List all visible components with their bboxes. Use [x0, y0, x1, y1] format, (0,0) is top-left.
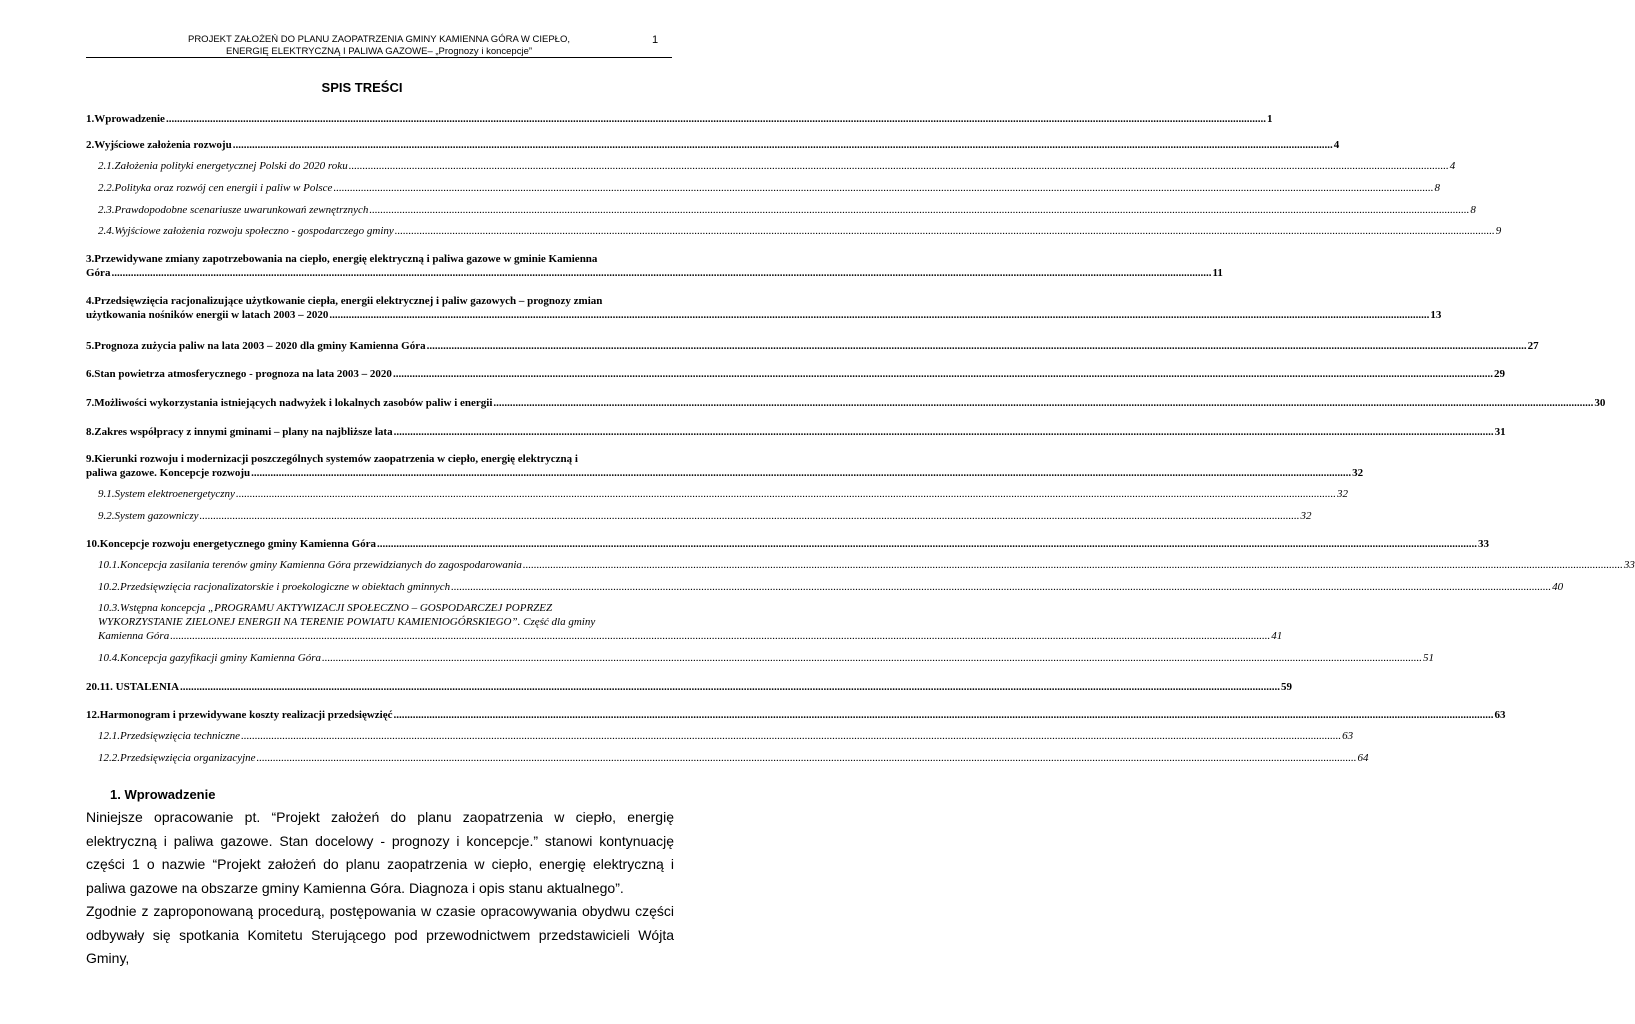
toc-entry-page: 41 [1271, 630, 1283, 642]
toc-leader: ................................................................................................................................................................................................................................................................................................................................................................................................................ [451, 581, 1552, 593]
page-number: 1 [652, 34, 659, 46]
toc-entry-page: 8 [1470, 204, 1476, 216]
toc-leader: ................................................................................................................................................................................................................................................................................................................................................................................................................ [393, 426, 1494, 438]
toc-title: SPIS TREŚCI [321, 80, 403, 95]
toc-entry-title: 10.2.Przedsięwzięcia racjonalizatorskie i proekologiczne w obiektach gminnych [98, 581, 451, 593]
toc-leader: ................................................................................................................................................................................................................................................................................................................................................................................................................ [493, 397, 1594, 409]
toc-leader: ................................................................................................................................................................................................................................................................................................................................................................................................................ [392, 368, 1493, 380]
toc-entry-title-line1: 4.Przedsięwzięcia racjonalizujące użytkowanie ciepła, energii elektrycznej i paliw gazowych – prognozy zmian [86, 295, 603, 307]
toc-entry-title-line1: 9.Kierunki rozwoju i modernizacji poszczególnych systemów zaopatrzenia w ciepło, energię elektryczną i [86, 453, 578, 465]
toc-entry-page: 29 [1493, 368, 1505, 380]
toc-entry-title: 2.Wyjściowe założenia rozwoju [86, 139, 232, 151]
toc-entry-title: 10.1.Koncepcja zasilania terenów gminy Kamienna Góra przewidzianych do zagospodarowania [98, 559, 522, 571]
paragraph: Zgodnie z zaproponowaną procedurą, postępowania w czasie opracowywania obydwu części odbywały się spotkania Komitetu Sterującego pod przewodnictwem przedstawicieli Wójta Gminy, [86, 903, 674, 966]
toc-leader: ................................................................................................................................................................................................................................................................................................................................................................................................................ [235, 488, 1336, 500]
toc-entry-page: 8 [1434, 182, 1440, 194]
toc-leader: ................................................................................................................................................................................................................................................................................................................................................................................................................ [394, 225, 1495, 237]
toc-entry-page: 63 [1342, 730, 1354, 742]
toc-entry[interactable] [86, 339, 1539, 353]
toc-entry-title: 12.Harmonogram i przewidywane koszty realizacji przedsięwzięć [86, 709, 393, 721]
toc-entry[interactable] [86, 138, 1340, 152]
toc-entry-page: 32 [1352, 467, 1364, 479]
toc-leader: ................................................................................................................................................................................................................................................................................................................................................................................................................ [426, 340, 1527, 352]
toc-entry-title-line1: 3.Przewidywane zmiany zapotrzebowania na ciepło, energię elektryczną i paliwa gazowe w gminie Kamienna [86, 253, 598, 265]
section-body [86, 806, 674, 971]
toc-entry-page: 64 [1357, 752, 1369, 764]
toc-leader: ................................................................................................................................................................................................................................................................................................................................................................................................................ [251, 467, 1352, 479]
toc-entry-title: 1.Wprowadzenie [86, 113, 165, 125]
toc-entry-page: 31 [1494, 426, 1506, 438]
toc-subentry[interactable] [98, 224, 1502, 238]
toc-leader: ................................................................................................................................................................................................................................................................................................................................................................................................................ [256, 752, 1357, 764]
toc-entry-title-line2: użytkowania nośników energii w latach 2003 – 2020 [86, 309, 329, 321]
toc-entry-page: 51 [1423, 652, 1435, 664]
toc-entry-page: 13 [1430, 309, 1442, 321]
toc-leader: ................................................................................................................................................................................................................................................................................................................................................................................................................ [333, 182, 1434, 194]
toc-entry-page: 59 [1281, 681, 1293, 693]
page-header [86, 34, 672, 58]
toc-leader: ................................................................................................................................................................................................................................................................................................................................................................................................................ [199, 510, 1300, 522]
toc-entry-page: 11 [1212, 267, 1223, 279]
toc-leader: ................................................................................................................................................................................................................................................................................................................................................................................................................ [180, 681, 1281, 693]
toc-leader: ................................................................................................................................................................................................................................................................................................................................................................................................................ [522, 559, 1623, 571]
toc-leader: ................................................................................................................................................................................................................................................................................................................................................................................................................ [348, 160, 1449, 172]
toc-leader: ................................................................................................................................................................................................................................................................................................................................................................................................................ [329, 309, 1430, 321]
toc-entry[interactable] [86, 708, 1506, 722]
toc-entry-title: 2.1.Założenia polityki energetycznej Polski do 2020 roku [98, 160, 348, 172]
toc-entry[interactable] [86, 680, 1293, 694]
toc-entry[interactable] [86, 112, 1273, 126]
toc-subentry[interactable] [98, 509, 1312, 523]
toc-leader: ................................................................................................................................................................................................................................................................................................................................................................................................................ [241, 730, 1342, 742]
toc-entry-page: 32 [1300, 510, 1312, 522]
toc-entry-title: 7.Możliwości wykorzystania istniejących nadwyżek i lokalnych zasobów paliw i energii [86, 397, 493, 409]
toc-subentry[interactable] [98, 580, 1564, 594]
toc-leader: ................................................................................................................................................................................................................................................................................................................................................................................................................ [393, 709, 1494, 721]
toc-entry-title: 2.4.Wyjściowe założenia rozwoju społeczno - gospodarczego gminy [98, 225, 394, 237]
toc-leader: ................................................................................................................................................................................................................................................................................................................................................................................................................ [232, 139, 1333, 151]
toc-entry-title: 2.3.Prawdopodobne scenariusze uwarunkowań zewnętrznych [98, 204, 369, 216]
toc-entry-title: 10.4.Koncepcja gazyfikacji gminy Kamienna Góra [98, 652, 322, 664]
toc-entry-title: 9.2.System gazowniczy [98, 510, 199, 522]
toc-entry[interactable] [86, 452, 1364, 480]
toc-entry-title-line2: Góra [86, 267, 111, 279]
toc-entry[interactable] [86, 396, 1606, 410]
toc-entry-page: 4 [1333, 139, 1340, 151]
toc-entry-page: 27 [1527, 340, 1539, 352]
toc-entry-title-line1: 10.3.Wstępna koncepcja „PROGRAMU AKTYWIZACJI SPOŁECZNO – GOSPODARCZEJ POPRZEZ [98, 602, 553, 614]
toc-subentry[interactable] [98, 729, 1354, 743]
toc-entry[interactable] [86, 367, 1505, 381]
toc-entry-page: 63 [1494, 709, 1506, 721]
toc-subentry[interactable] [98, 601, 1283, 643]
toc-subentry[interactable] [98, 558, 1635, 572]
toc-leader: ................................................................................................................................................................................................................................................................................................................................................................................................................ [170, 630, 1271, 642]
section-heading: 1. Wprowadzenie [110, 787, 216, 802]
toc-entry-page: 33 [1623, 559, 1635, 571]
paragraph: Niniejsze opracowanie pt. “Projekt założeń do planu zaopatrzenia w ciepło, energię elektryczną i paliwa gazowe. Stan docelowy - prognozy i koncepcje.” stanowi kontynuację części 1 o nazwie “Projekt założeń do planu zaopatrzenia w ciepło, energię elektryczną i paliwa gazowe na obszarze gminy Kamienna Góra. Diagnoza i opis stanu aktualnego”. [86, 809, 674, 896]
toc-entry-title: 6.Stan powietrza atmosferycznego - prognoza na lata 2003 – 2020 [86, 368, 392, 380]
toc-leader: ................................................................................................................................................................................................................................................................................................................................................................................................................ [369, 204, 1470, 216]
toc-entry-title: 5.Prognoza zużycia paliw na lata 2003 – 2020 dla gminy Kamienna Góra [86, 340, 426, 352]
toc-subentry[interactable] [98, 487, 1348, 501]
toc-entry-title-line2: WYKORZYSTANIE ZIELONEJ ENERGII NA TERENIE POWIATU KAMIENIOGÓRSKIEGO”. Część dla gminy [98, 616, 596, 628]
toc-subentry[interactable] [98, 203, 1476, 217]
toc-entry-title: 2.2.Polityka oraz rozwój cen energii i paliw w Polsce [98, 182, 333, 194]
toc-entry-page: 1 [1266, 113, 1273, 125]
toc-subentry[interactable] [98, 651, 1435, 665]
toc-leader: ................................................................................................................................................................................................................................................................................................................................................................................................................ [377, 538, 1478, 550]
toc-entry-title: 12.2.Przedsięwzięcia organizacyjne [98, 752, 256, 764]
toc-entry-title-line2: paliwa gazowe. Koncepcje rozwoju [86, 467, 251, 479]
header-divider [86, 57, 672, 58]
toc-leader: ................................................................................................................................................................................................................................................................................................................................................................................................................ [322, 652, 1423, 664]
header-line-1: PROJEKT ZAŁOŻEŃ DO PLANU ZAOPATRZENIA GMINY KAMIENNA GÓRA W CIEPŁO, [187, 34, 570, 45]
toc-entry-title: 10.Koncepcje rozwoju energetycznego gminy Kamienna Góra [86, 538, 377, 550]
toc-entry-page: 30 [1594, 397, 1606, 409]
toc-entry[interactable] [86, 252, 1223, 280]
toc-entry-page: 33 [1478, 538, 1490, 550]
toc-leader: ................................................................................................................................................................................................................................................................................................................................................................................................................ [111, 267, 1212, 279]
toc-subentry[interactable] [98, 159, 1456, 173]
toc-entry-title-line3: Kamienna Góra [98, 630, 170, 642]
toc-leader: ................................................................................................................................................................................................................................................................................................................................................................................................................ [165, 113, 1266, 125]
header-line-2: ENERGIĘ ELEKTRYCZNĄ I PALIWA GAZOWE– „Prognozy i koncepcje” [225, 46, 533, 57]
toc-entry-page: 9 [1495, 225, 1502, 237]
toc-subentry[interactable] [98, 751, 1369, 765]
toc-entry-title: 20.11. USTALENIA [86, 681, 180, 693]
toc-entry-title: 8.Zakres współpracy z innymi gminami – plany na najbliższe lata [86, 426, 393, 438]
toc-entry-page: 32 [1336, 488, 1348, 500]
toc-entry-title: 12.1.Przedsięwzięcia techniczne [98, 730, 241, 742]
toc-entry[interactable] [86, 425, 1506, 439]
toc-entry[interactable] [86, 294, 1442, 322]
toc-entry-title: 9.1.System elektroenergetyczny [98, 488, 235, 500]
toc-entry-page: 40 [1552, 581, 1564, 593]
toc-entry-page: 4 [1449, 160, 1456, 172]
toc-entry[interactable] [86, 537, 1490, 551]
toc-subentry[interactable] [98, 181, 1440, 195]
